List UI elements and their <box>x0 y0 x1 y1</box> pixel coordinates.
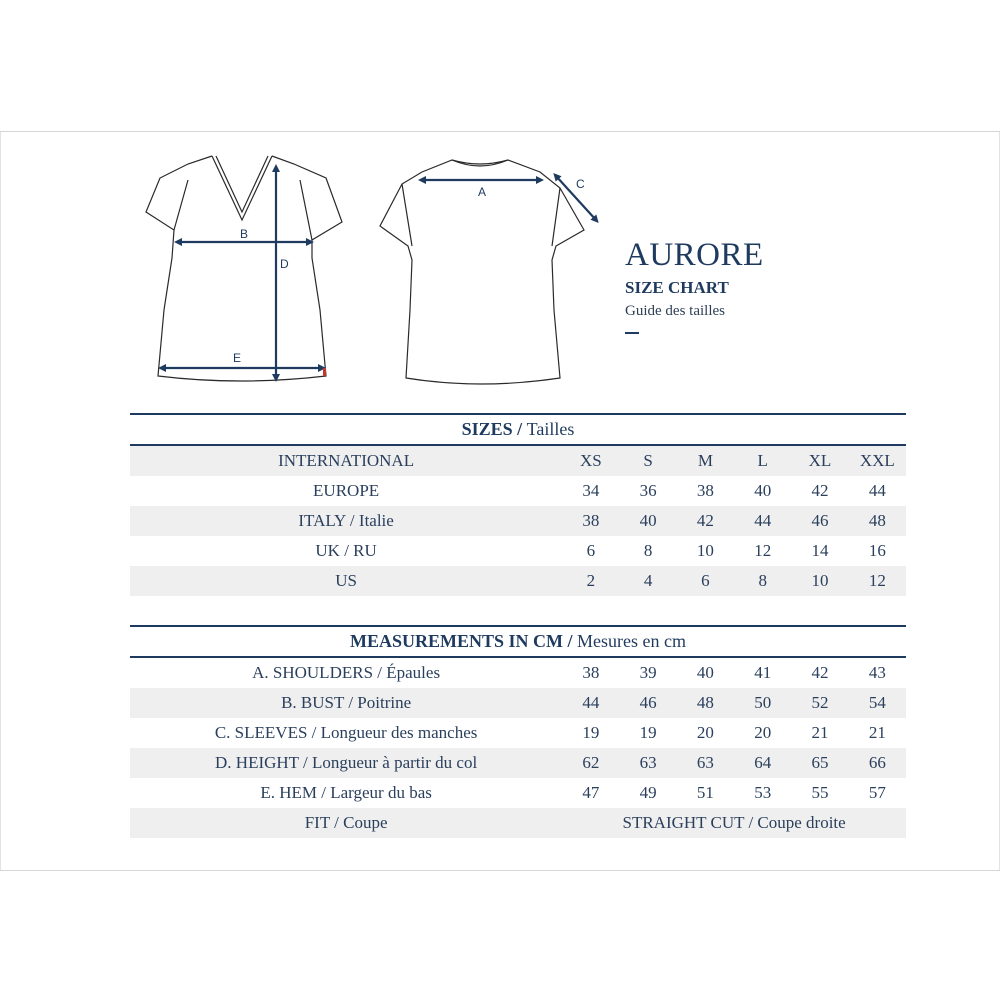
row-label: C. SLEEVES / Longueur des manches <box>214 723 478 742</box>
table-row <box>130 718 906 748</box>
label-e: E <box>233 351 242 365</box>
brand-subtitle: SIZE CHART <box>625 278 729 297</box>
measurements-title: MEASUREMENTS IN CM <box>350 631 564 651</box>
measurements-header: MEASUREMENTS IN CM / Mesures en cm <box>130 625 906 658</box>
cell: 64 <box>734 748 791 778</box>
cell: 21 <box>811 723 829 742</box>
cell: 65 <box>791 748 848 778</box>
cell: XS <box>562 446 619 476</box>
row-label: US <box>130 566 562 596</box>
cell: 12 <box>849 566 906 596</box>
table-row <box>130 778 906 808</box>
color-tab <box>323 368 326 376</box>
cell: 48 <box>849 506 906 536</box>
table-row <box>130 536 906 566</box>
cell: 19 <box>582 723 600 742</box>
tshirt-illustrations <box>140 150 610 390</box>
fit-row <box>130 808 906 838</box>
cell: 38 <box>582 663 600 682</box>
cell: 44 <box>868 481 886 500</box>
table-row <box>130 566 906 596</box>
cell: 2 <box>562 566 619 596</box>
cell: 62 <box>562 748 619 778</box>
cell: L <box>734 446 791 476</box>
cell: 39 <box>639 663 657 682</box>
row-label: B. BUST / Poitrine <box>130 688 562 718</box>
cell: 42 <box>811 481 829 500</box>
sizes-header: SIZES / Tailles <box>130 413 906 446</box>
cell: 44 <box>734 506 791 536</box>
row-label: E. HEM / Largeur du bas <box>260 783 432 802</box>
cell: 63 <box>620 748 677 778</box>
cell: S <box>620 446 677 476</box>
row-label: INTERNATIONAL <box>130 446 562 476</box>
cell: XXL <box>849 446 906 476</box>
cell: 10 <box>696 541 714 560</box>
sizes-title: SIZES <box>461 419 513 439</box>
measurements-table <box>130 625 906 838</box>
cell: 57 <box>868 783 886 802</box>
table-row <box>130 446 906 476</box>
label-c: C <box>576 177 585 191</box>
row-label: EUROPE <box>313 481 380 500</box>
cell: 16 <box>868 541 886 560</box>
cell: 42 <box>677 506 734 536</box>
cell: 6 <box>586 541 596 560</box>
front-tshirt-drawing <box>146 156 342 381</box>
cell: 46 <box>620 688 677 718</box>
cell: 54 <box>849 688 906 718</box>
cell: 47 <box>582 783 600 802</box>
cell: 40 <box>754 481 772 500</box>
cell: 36 <box>639 481 657 500</box>
cell: 40 <box>696 663 714 682</box>
cell: 55 <box>811 783 829 802</box>
label-a: A <box>478 185 487 199</box>
label-d: D <box>280 257 289 271</box>
fit-value: STRAIGHT CUT / Coupe droite <box>562 808 906 838</box>
cell: 20 <box>696 723 714 742</box>
cell: XL <box>791 446 848 476</box>
cell: M <box>677 446 734 476</box>
cell: 43 <box>868 663 886 682</box>
cell: 8 <box>643 541 653 560</box>
row-label: D. HEIGHT / Longueur à partir du col <box>130 748 562 778</box>
table-row <box>130 476 906 506</box>
row-label: A. SHOULDERS / Épaules <box>252 663 441 682</box>
cell: 44 <box>562 688 619 718</box>
cell: 20 <box>754 723 772 742</box>
cell: 40 <box>620 506 677 536</box>
table-row <box>130 688 906 718</box>
cell: 10 <box>791 566 848 596</box>
cell: 50 <box>734 688 791 718</box>
sizes-grid <box>130 446 906 596</box>
cell: 21 <box>868 723 886 742</box>
row-label: UK / RU <box>315 541 377 560</box>
table-row <box>130 748 906 778</box>
label-b: B <box>240 227 249 241</box>
cell: 6 <box>677 566 734 596</box>
brand-subtitle-fr: Guide des tailles <box>625 303 725 319</box>
cell: 48 <box>677 688 734 718</box>
brand-title: AURORE <box>625 237 764 273</box>
cell: 8 <box>734 566 791 596</box>
table-row <box>130 506 906 536</box>
cell: 52 <box>791 688 848 718</box>
row-label: ITALY / Italie <box>130 506 562 536</box>
cell: 4 <box>620 566 677 596</box>
cell: 12 <box>754 541 772 560</box>
cell: 51 <box>696 783 714 802</box>
brand-block <box>625 236 764 334</box>
cell: 14 <box>811 541 829 560</box>
cell: 38 <box>562 506 619 536</box>
cell: 49 <box>639 783 657 802</box>
cell: 42 <box>811 663 829 682</box>
measurements-grid <box>130 658 906 838</box>
cell: 19 <box>639 723 657 742</box>
cell: 53 <box>754 783 772 802</box>
cell: 46 <box>791 506 848 536</box>
cell: 41 <box>754 663 772 682</box>
cell: 63 <box>677 748 734 778</box>
sizes-table <box>130 413 906 596</box>
brand-divider <box>625 332 639 334</box>
cell: 66 <box>849 748 906 778</box>
table-row <box>130 658 906 688</box>
measurements-title-fr: Mesures en cm <box>577 631 686 651</box>
fit-label: FIT / Coupe <box>130 808 562 838</box>
cell: 38 <box>696 481 714 500</box>
cell: 34 <box>582 481 600 500</box>
sizes-title-fr: Tailles <box>526 419 575 439</box>
